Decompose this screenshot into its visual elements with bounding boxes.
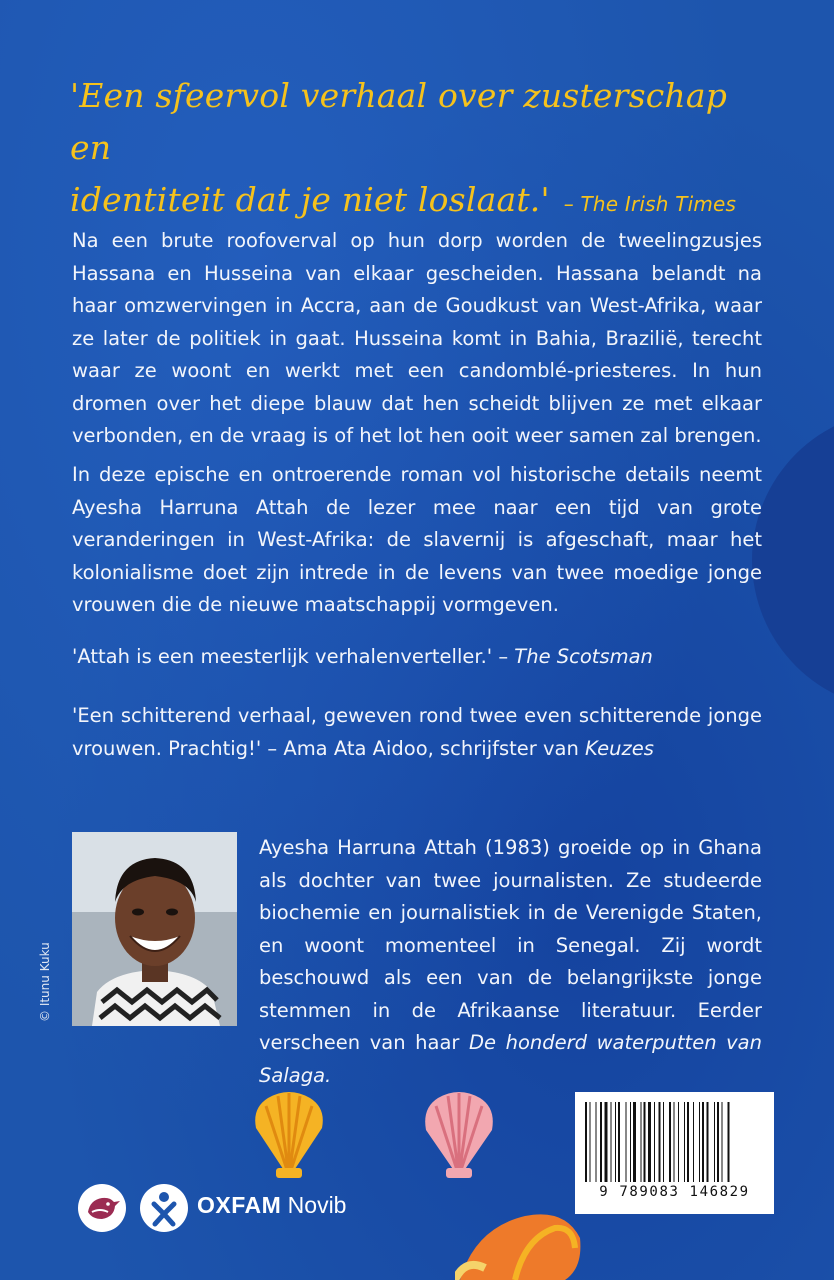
top-quote-line1: 'Een sfeervol verhaal over zusterschap en	[70, 76, 728, 167]
pink-scallop-shell-icon	[418, 1088, 500, 1180]
barcode-bar	[654, 1102, 655, 1182]
barcode-bar	[648, 1102, 651, 1182]
scotsman-quote-text: 'Attah is een meesterlijk verhalenverteller.' –	[72, 645, 515, 668]
top-quote-line2: identiteit dat je niet loslaat.'	[70, 180, 550, 219]
barcode-bar	[714, 1102, 715, 1182]
barcode-bar	[687, 1102, 689, 1182]
barcode-bar	[618, 1102, 620, 1182]
publisher-bird-logo	[78, 1184, 126, 1232]
barcode-bar	[615, 1102, 616, 1182]
oxfam-figure-icon	[140, 1184, 188, 1232]
barcode-bar	[626, 1102, 627, 1182]
barcode-bar	[605, 1102, 608, 1182]
barcode-bar	[669, 1102, 671, 1182]
barcode-bar	[659, 1102, 661, 1182]
isbn-number: 9 789083 146829	[599, 1184, 750, 1200]
photo-credit: © Itunu Kuku	[38, 942, 52, 1022]
top-quote-source: – The Irish Times	[563, 192, 737, 216]
barcode-bar	[678, 1102, 679, 1182]
orange-conch-shell-icon	[455, 1198, 585, 1280]
barcode-bar	[633, 1102, 636, 1182]
barcode-bar	[663, 1102, 664, 1182]
bird-icon	[78, 1184, 126, 1232]
barcode-bar	[674, 1102, 675, 1182]
decorative-circle	[752, 410, 834, 710]
synopsis-paragraph-1: Na een brute roofoverval op hun dorp worden de tweelingzusjes Hassana en Husseina van elkaar gescheiden. Hassana belandt na haar omzwervingen in Accra, aan de Goudkust van West-Afrika, waar ze later de politiek in gaat. Husseina komt in Bahia, Brazilië, terecht waar ze woont en werkt met een candomblé-priesteres. In hun dromen over het diepe blauw dat hen scheidt blijven ze met elkaar verbonden, en de vraag is of het lot hen ooit weer samen zal brengen.	[72, 229, 762, 447]
barcode-bar	[722, 1102, 723, 1182]
oxfam-brand: OXFAM	[197, 1192, 282, 1218]
review-quote-aidoo	[72, 700, 762, 765]
author-previous-book: De honderd waterputten van Salaga.	[259, 1031, 762, 1087]
barcode-bar	[590, 1102, 591, 1182]
barcode-bar	[600, 1102, 602, 1182]
barcode-bar	[611, 1102, 612, 1182]
oxfam-logo	[140, 1184, 188, 1232]
barcode-bar	[699, 1102, 700, 1182]
oxfam-suffix: Novib	[287, 1192, 347, 1218]
review-quote-scotsman	[72, 641, 762, 674]
synopsis-paragraph-2: In deze epische en ontroerende roman vol historische details neemt Ayesha Harruna Attah de lezer mee naar een tijd van grote veranderingen in West-Afrika: de slavernij is afgeschaft, maar het kolonialisme doet zijn intrede in de levens van twee moedige jonge vrouwen die de nieuwe maatschappij vormgeven.	[72, 463, 762, 616]
oxfam-novib-wordmark	[197, 1192, 346, 1219]
barcode-bar	[702, 1102, 704, 1182]
barcode-bar	[717, 1102, 719, 1182]
aidoo-book-title: Keuzes	[585, 736, 654, 760]
scotsman-source: The Scotsman	[514, 645, 653, 668]
barcode-bar	[641, 1102, 642, 1182]
barcode-bar	[684, 1102, 685, 1182]
barcode-bar	[596, 1102, 597, 1182]
barcode-bar	[585, 1102, 587, 1182]
barcode-bar	[728, 1102, 730, 1182]
isbn-barcode	[575, 1092, 774, 1214]
yellow-scallop-shell-icon	[246, 1088, 332, 1180]
barcode-bars	[585, 1102, 764, 1182]
author-bio-text: Ayesha Harruna Attah (1983) groeide op in Ghana als dochter van twee journalisten. Ze studeerde biochemie en journalistiek in de Verenigde Staten, en woont momenteel in Senegal. Zij wordt beschouwd als een van de belangrijkste jonge stemmen in de Afrikaanse literatuur. Eerder verscheen van haar	[259, 836, 762, 1054]
barcode-bar	[693, 1102, 694, 1182]
barcode-bar	[630, 1102, 631, 1182]
author-bio	[259, 832, 762, 1092]
barcode-bar	[644, 1102, 646, 1182]
aidoo-quote-text: 'Een schitterend verhaal, geweven rond twee even schitterende jonge vrouwen. Prachtig!' – Ama Ata Aidoo, schrijfster van	[72, 704, 762, 760]
top-review-quote	[70, 70, 770, 230]
barcode-bar	[707, 1102, 709, 1182]
author-photo	[72, 832, 237, 1026]
